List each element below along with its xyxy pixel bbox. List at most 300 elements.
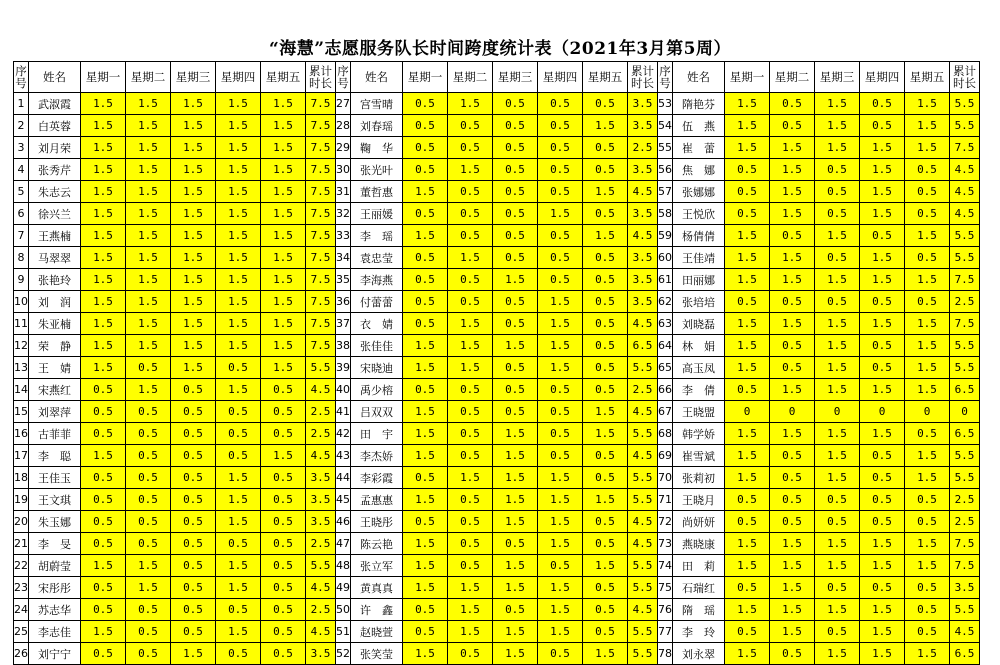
day-hours: 0.5	[126, 599, 171, 621]
day-hours: 0.5	[403, 115, 448, 137]
table-title: “海慧”志愿服务队长时间跨度统计表（2021年3月第5周）	[268, 39, 732, 59]
total-hours: 7.5	[306, 159, 336, 181]
total-hours: 4.5	[628, 313, 658, 335]
day-hours: 0.5	[583, 599, 628, 621]
row-number: 13	[14, 357, 29, 379]
header-total-char: 累计	[309, 64, 332, 78]
row-number: 22	[14, 555, 29, 577]
row-number: 15	[14, 401, 29, 423]
day-hours: 0.5	[261, 577, 306, 599]
day-hours: 1.5	[448, 577, 493, 599]
day-hours: 1.5	[448, 467, 493, 489]
day-hours: 1.5	[448, 159, 493, 181]
total-hours: 5.5	[628, 555, 658, 577]
day-hours: 0.5	[860, 291, 905, 313]
row-number: 70	[658, 467, 673, 489]
total-hours: 4.5	[306, 577, 336, 599]
day-hours: 0.5	[493, 137, 538, 159]
day-hours: 1.5	[81, 115, 126, 137]
day-hours: 1.5	[493, 335, 538, 357]
total-hours: 7.5	[306, 247, 336, 269]
day-hours: 0.5	[583, 511, 628, 533]
day-hours: 1.5	[905, 225, 950, 247]
day-hours: 1.5	[725, 357, 770, 379]
day-hours: 0.5	[261, 511, 306, 533]
total-hours: 3.5	[628, 291, 658, 313]
row-number: 27	[336, 93, 351, 115]
row-number: 66	[658, 379, 673, 401]
day-hours: 0.5	[860, 511, 905, 533]
day-hours: 0.5	[905, 203, 950, 225]
total-hours: 2.5	[628, 379, 658, 401]
day-hours: 1.5	[770, 247, 815, 269]
day-hours: 1.5	[261, 357, 306, 379]
table-row	[14, 313, 980, 335]
volunteer-name: 白英蓉	[29, 115, 81, 137]
day-hours: 1.5	[403, 643, 448, 665]
row-number: 68	[658, 423, 673, 445]
day-hours: 1.5	[770, 423, 815, 445]
volunteer-name: 李 瑶	[351, 225, 403, 247]
day-hours: 1.5	[770, 379, 815, 401]
day-hours: 1.5	[860, 137, 905, 159]
total-hours: 3.5	[306, 467, 336, 489]
day-hours: 1.5	[216, 115, 261, 137]
row-number: 10	[14, 291, 29, 313]
day-hours: 0.5	[905, 291, 950, 313]
row-number: 77	[658, 621, 673, 643]
total-hours: 7.5	[950, 533, 980, 555]
row-number: 67	[658, 401, 673, 423]
day-hours: 0	[860, 401, 905, 423]
volunteer-name: 袁忠莹	[351, 247, 403, 269]
table-header	[14, 62, 980, 93]
day-hours: 1.5	[905, 643, 950, 665]
day-hours: 0.5	[448, 489, 493, 511]
total-hours: 6.5	[950, 379, 980, 401]
day-hours: 0.5	[583, 445, 628, 467]
total-hours: 2.5	[306, 401, 336, 423]
day-hours: 0.5	[448, 555, 493, 577]
day-hours: 0.5	[583, 203, 628, 225]
day-hours: 1.5	[216, 269, 261, 291]
day-hours: 0.5	[583, 467, 628, 489]
day-hours: 0.5	[216, 533, 261, 555]
day-hours: 0.5	[448, 379, 493, 401]
total-hours: 5.5	[306, 555, 336, 577]
day-hours: 0.5	[171, 467, 216, 489]
day-hours: 1.5	[583, 225, 628, 247]
day-hours: 0.5	[216, 643, 261, 665]
day-hours: 1.5	[126, 269, 171, 291]
day-hours: 0.5	[725, 511, 770, 533]
day-hours: 1.5	[725, 313, 770, 335]
day-hours: 0.5	[261, 643, 306, 665]
day-hours: 0.5	[583, 621, 628, 643]
day-hours: 0.5	[905, 489, 950, 511]
volunteer-name: 黄真真	[351, 577, 403, 599]
volunteer-name: 武淑霞	[29, 93, 81, 115]
day-hours: 1.5	[905, 269, 950, 291]
day-hours: 0.5	[725, 159, 770, 181]
day-hours: 0.5	[261, 621, 306, 643]
day-hours: 0.5	[403, 379, 448, 401]
day-hours: 1.5	[216, 577, 261, 599]
day-hours: 0.5	[448, 423, 493, 445]
total-hours: 7.5	[306, 313, 336, 335]
row-number: 14	[14, 379, 29, 401]
day-hours: 1.5	[583, 489, 628, 511]
row-number: 78	[658, 643, 673, 665]
header-day: 星期二	[448, 62, 493, 93]
day-hours: 1.5	[81, 225, 126, 247]
total-hours: 5.5	[306, 357, 336, 379]
total-hours: 5.5	[950, 599, 980, 621]
total-hours: 7.5	[950, 313, 980, 335]
table-row	[14, 291, 980, 313]
day-hours: 0.5	[261, 401, 306, 423]
row-number: 37	[336, 313, 351, 335]
day-hours: 0.5	[403, 511, 448, 533]
volunteer-name: 石瑞红	[673, 577, 725, 599]
row-number: 18	[14, 467, 29, 489]
header-day: 星期二	[126, 62, 171, 93]
header-day: 星期三	[171, 62, 216, 93]
day-hours: 1.5	[860, 621, 905, 643]
total-hours: 2.5	[306, 533, 336, 555]
header-seq-char: 号	[337, 76, 349, 90]
volunteer-name: 隋 瑶	[673, 599, 725, 621]
row-number: 19	[14, 489, 29, 511]
total-hours: 3.5	[306, 489, 336, 511]
day-hours: 0.5	[538, 423, 583, 445]
day-hours: 0.5	[81, 401, 126, 423]
day-hours: 1.5	[216, 181, 261, 203]
header-name: 姓名	[351, 62, 403, 93]
volunteer-name: 李彩霞	[351, 467, 403, 489]
day-hours: 1.5	[261, 93, 306, 115]
volunteer-name: 张培培	[673, 291, 725, 313]
day-hours: 1.5	[493, 467, 538, 489]
day-hours: 0.5	[171, 401, 216, 423]
volunteer-name: 韩学娇	[673, 423, 725, 445]
volunteer-name: 张艳玲	[29, 269, 81, 291]
day-hours: 0.5	[171, 423, 216, 445]
volunteer-name: 刘永翠	[673, 643, 725, 665]
day-hours: 0.5	[448, 225, 493, 247]
day-hours: 0.5	[448, 445, 493, 467]
header-total-char: 时长	[953, 76, 976, 90]
day-hours: 0.5	[493, 291, 538, 313]
day-hours: 0.5	[583, 137, 628, 159]
day-hours: 1.5	[815, 357, 860, 379]
day-hours: 0.5	[81, 643, 126, 665]
day-hours: 1.5	[171, 643, 216, 665]
total-hours: 4.5	[950, 181, 980, 203]
row-number: 59	[658, 225, 673, 247]
day-hours: 1.5	[126, 203, 171, 225]
row-number: 57	[658, 181, 673, 203]
row-number: 9	[14, 269, 29, 291]
day-hours: 1.5	[860, 643, 905, 665]
day-hours: 0.5	[216, 357, 261, 379]
day-hours: 1.5	[171, 357, 216, 379]
day-hours: 1.5	[815, 93, 860, 115]
row-number: 40	[336, 379, 351, 401]
day-hours: 0.5	[770, 291, 815, 313]
day-hours: 0.5	[261, 599, 306, 621]
volunteer-name: 王文琪	[29, 489, 81, 511]
day-hours: 0.5	[583, 269, 628, 291]
row-number: 73	[658, 533, 673, 555]
day-hours: 1.5	[126, 247, 171, 269]
day-hours: 0.5	[448, 533, 493, 555]
day-hours: 1.5	[261, 335, 306, 357]
day-hours: 0.5	[81, 577, 126, 599]
day-hours: 0.5	[538, 159, 583, 181]
day-hours: 1.5	[538, 621, 583, 643]
day-hours: 1.5	[126, 313, 171, 335]
day-hours: 1.5	[126, 555, 171, 577]
day-hours: 1.5	[261, 291, 306, 313]
day-hours: 0.5	[583, 93, 628, 115]
volunteer-name: 高玉凤	[673, 357, 725, 379]
total-hours: 7.5	[306, 137, 336, 159]
total-hours: 5.5	[950, 357, 980, 379]
day-hours: 0.5	[815, 489, 860, 511]
day-hours: 0.5	[905, 159, 950, 181]
day-hours: 0.5	[493, 247, 538, 269]
day-hours: 1.5	[815, 445, 860, 467]
volunteer-name: 李 旻	[29, 533, 81, 555]
day-hours: 0.5	[905, 577, 950, 599]
volunteer-name: 李 玲	[673, 621, 725, 643]
day-hours: 0.5	[261, 467, 306, 489]
total-hours: 5.5	[628, 489, 658, 511]
day-hours: 1.5	[126, 181, 171, 203]
day-hours: 1.5	[216, 467, 261, 489]
day-hours: 0.5	[448, 291, 493, 313]
day-hours: 0.5	[126, 489, 171, 511]
day-hours: 1.5	[216, 137, 261, 159]
day-hours: 0.5	[583, 379, 628, 401]
day-hours: 1.5	[725, 423, 770, 445]
header-day: 星期一	[725, 62, 770, 93]
day-hours: 0.5	[905, 181, 950, 203]
volunteer-name: 刘晓磊	[673, 313, 725, 335]
day-hours: 0.5	[216, 599, 261, 621]
day-hours: 0.5	[261, 489, 306, 511]
day-hours: 1.5	[216, 225, 261, 247]
volunteer-name: 朱志云	[29, 181, 81, 203]
total-hours: 4.5	[950, 621, 980, 643]
day-hours: 1.5	[860, 159, 905, 181]
total-hours: 5.5	[950, 467, 980, 489]
volunteer-name: 刘 润	[29, 291, 81, 313]
day-hours: 0.5	[261, 379, 306, 401]
day-hours: 1.5	[126, 115, 171, 137]
day-hours: 0.5	[538, 555, 583, 577]
day-hours: 1.5	[216, 335, 261, 357]
day-hours: 1.5	[493, 621, 538, 643]
day-hours: 1.5	[860, 533, 905, 555]
table-row	[14, 181, 980, 203]
day-hours: 0.5	[171, 621, 216, 643]
row-number: 74	[658, 555, 673, 577]
day-hours: 0.5	[815, 159, 860, 181]
volunteer-name: 张佳佳	[351, 335, 403, 357]
header-seq	[14, 62, 29, 93]
day-hours: 1.5	[860, 181, 905, 203]
total-hours: 0	[950, 401, 980, 423]
volunteer-name: 王晓月	[673, 489, 725, 511]
day-hours: 0.5	[538, 247, 583, 269]
day-hours: 0.5	[81, 533, 126, 555]
day-hours: 0.5	[493, 181, 538, 203]
header-seq	[658, 62, 673, 93]
day-hours: 1.5	[81, 159, 126, 181]
day-hours: 1.5	[583, 115, 628, 137]
day-hours: 0.5	[583, 533, 628, 555]
row-number: 20	[14, 511, 29, 533]
day-hours: 0.5	[261, 555, 306, 577]
day-hours: 1.5	[815, 533, 860, 555]
day-hours: 1.5	[261, 269, 306, 291]
day-hours: 0.5	[815, 203, 860, 225]
table-row	[14, 247, 980, 269]
row-number: 53	[658, 93, 673, 115]
volunteer-name: 田 宇	[351, 423, 403, 445]
row-number: 62	[658, 291, 673, 313]
day-hours: 1.5	[171, 137, 216, 159]
day-hours: 1.5	[216, 511, 261, 533]
day-hours: 1.5	[403, 423, 448, 445]
table-row	[14, 511, 980, 533]
day-hours: 0.5	[493, 401, 538, 423]
row-number: 2	[14, 115, 29, 137]
day-hours: 0.5	[81, 467, 126, 489]
header-total-char: 累计	[953, 64, 976, 78]
volunteer-name: 荣 静	[29, 335, 81, 357]
day-hours: 1.5	[815, 313, 860, 335]
day-hours: 0.5	[860, 115, 905, 137]
total-hours: 5.5	[950, 93, 980, 115]
day-hours: 1.5	[770, 313, 815, 335]
day-hours: 1.5	[448, 357, 493, 379]
day-hours: 0.5	[171, 511, 216, 533]
day-hours: 1.5	[126, 225, 171, 247]
day-hours: 0.5	[583, 577, 628, 599]
volunteer-name: 朱玉娜	[29, 511, 81, 533]
day-hours: 0.5	[493, 93, 538, 115]
volunteer-name: 古菲菲	[29, 423, 81, 445]
day-hours: 0.5	[171, 445, 216, 467]
row-number: 61	[658, 269, 673, 291]
header-day: 星期四	[860, 62, 905, 93]
header-day: 星期三	[815, 62, 860, 93]
day-hours: 1.5	[81, 291, 126, 313]
total-hours: 2.5	[950, 489, 980, 511]
day-hours: 0.5	[126, 533, 171, 555]
header-day: 星期五	[261, 62, 306, 93]
row-number: 12	[14, 335, 29, 357]
volunteer-name: 田丽娜	[673, 269, 725, 291]
day-hours: 1.5	[770, 621, 815, 643]
day-hours: 1.5	[815, 379, 860, 401]
statistics-table	[13, 61, 980, 665]
day-hours: 1.5	[403, 555, 448, 577]
day-hours: 0.5	[403, 247, 448, 269]
day-hours: 0.5	[538, 225, 583, 247]
total-hours: 6.5	[950, 643, 980, 665]
day-hours: 1.5	[448, 247, 493, 269]
day-hours: 1.5	[815, 643, 860, 665]
day-hours: 0.5	[493, 379, 538, 401]
volunteer-name: 宋晓迪	[351, 357, 403, 379]
volunteer-name: 王佳靖	[673, 247, 725, 269]
day-hours: 0.5	[538, 137, 583, 159]
day-hours: 1.5	[403, 445, 448, 467]
total-hours: 4.5	[950, 203, 980, 225]
row-number: 52	[336, 643, 351, 665]
row-number: 50	[336, 599, 351, 621]
day-hours: 1.5	[583, 555, 628, 577]
volunteer-name: 王燕楠	[29, 225, 81, 247]
row-number: 41	[336, 401, 351, 423]
header-seq-char: 序	[659, 64, 671, 78]
day-hours: 1.5	[261, 203, 306, 225]
day-hours: 1.5	[448, 335, 493, 357]
day-hours: 1.5	[493, 511, 538, 533]
row-number: 36	[336, 291, 351, 313]
volunteer-name: 田 莉	[673, 555, 725, 577]
total-hours: 3.5	[628, 269, 658, 291]
day-hours: 1.5	[860, 269, 905, 291]
day-hours: 1.5	[815, 555, 860, 577]
header-day: 星期二	[770, 62, 815, 93]
day-hours: 0.5	[216, 401, 261, 423]
day-hours: 0.5	[725, 291, 770, 313]
row-number: 45	[336, 489, 351, 511]
day-hours: 1.5	[815, 269, 860, 291]
day-hours: 0.5	[538, 401, 583, 423]
total-hours: 3.5	[306, 511, 336, 533]
day-hours: 1.5	[725, 247, 770, 269]
header-seq-char: 号	[15, 76, 27, 90]
row-number: 76	[658, 599, 673, 621]
day-hours: 1.5	[905, 137, 950, 159]
day-hours: 0.5	[403, 269, 448, 291]
total-hours: 4.5	[306, 445, 336, 467]
day-hours: 1.5	[261, 313, 306, 335]
day-hours: 1.5	[538, 511, 583, 533]
total-hours: 7.5	[950, 137, 980, 159]
day-hours: 1.5	[725, 225, 770, 247]
day-hours: 1.5	[770, 137, 815, 159]
day-hours: 0.5	[815, 247, 860, 269]
day-hours: 1.5	[725, 93, 770, 115]
volunteer-name: 杨倩倩	[673, 225, 725, 247]
day-hours: 1.5	[860, 313, 905, 335]
header-day: 星期一	[81, 62, 126, 93]
volunteer-name: 衣 婧	[351, 313, 403, 335]
header-day: 星期四	[538, 62, 583, 93]
volunteer-name: 李 倩	[673, 379, 725, 401]
day-hours: 1.5	[448, 313, 493, 335]
day-hours: 0.5	[448, 269, 493, 291]
row-number: 48	[336, 555, 351, 577]
day-hours: 0	[905, 401, 950, 423]
